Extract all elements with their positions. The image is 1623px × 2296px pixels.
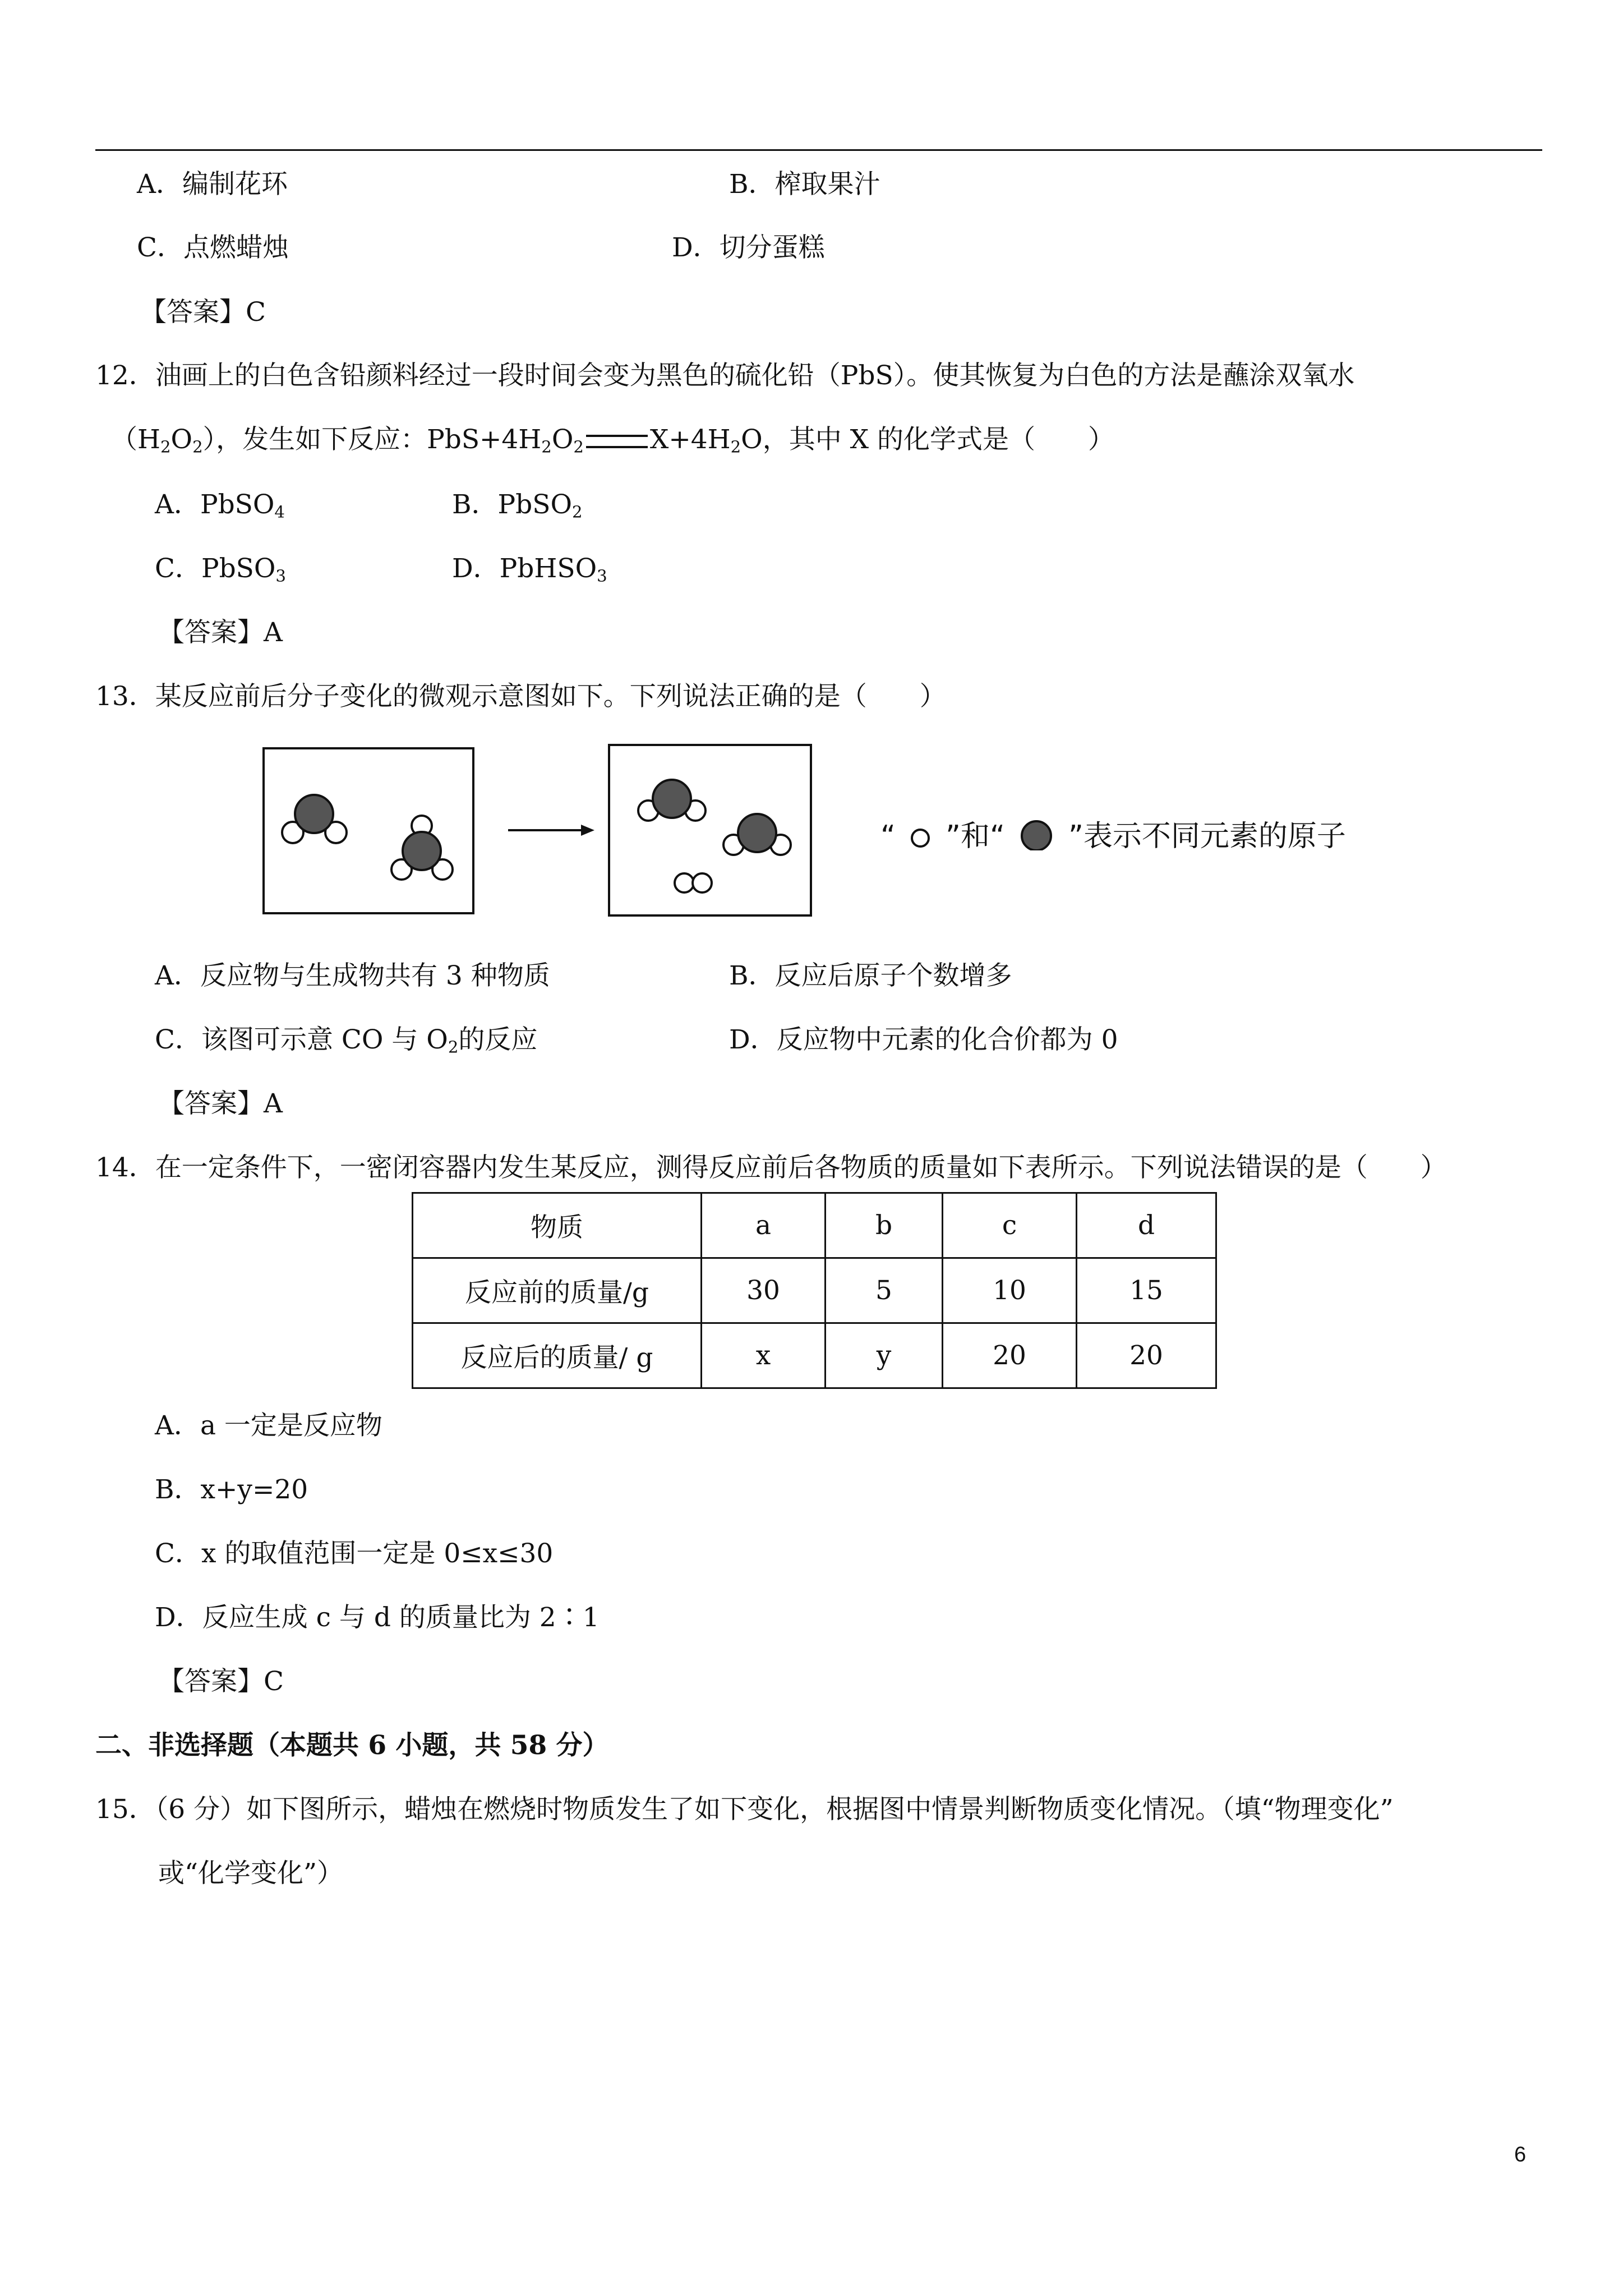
product-molecule-2 [723,814,791,855]
product-molecule-3 [675,873,712,892]
equal-sign-icon [586,435,648,448]
q11-answer: 【答案】C [140,297,266,328]
product-molecule-1 [638,780,706,821]
table-row [413,1258,1216,1323]
white-atom-icon [905,823,936,848]
page-number: 6 [1514,2143,1527,2166]
table-cell: 30 [702,1258,826,1323]
q11-option-c: C．点燃蜡烛 [137,232,289,263]
q14-option-d: D．反应生成 c 与 d 的质量比为 2∶1 [155,1602,600,1633]
q13-answer: 【答案】A [158,1088,283,1119]
table-cell: 反应后的质量/ g [413,1323,702,1388]
q12-option-a: A．PbSO$_4$ [155,489,285,522]
q13-legend: “ ”和“ ”表示不同元素的原子 [880,820,1346,853]
q14-option-a: A．a 一定是反应物 [155,1410,382,1441]
header-rule [95,149,1542,151]
q15-stem-line2: 或“化学变化”） [158,1858,344,1889]
table-cell: 15 [1077,1258,1216,1323]
q13-stem: 13．某反应前后分子变化的微观示意图如下。下列说法正确的是（ ） [95,681,946,712]
table-cell: 5 [826,1258,943,1323]
q14-answer: 【答案】C [158,1666,284,1697]
table-cell: 反应前的质量/g [413,1258,702,1323]
q12-option-b: B．PbSO$_2$ [452,489,583,522]
table-cell: c [943,1193,1077,1258]
q13-option-a: A．反应物与生成物共有 3 种物质 [155,960,550,991]
table-cell: a [702,1193,826,1258]
table-row [413,1323,1216,1388]
table-cell: 10 [943,1258,1077,1323]
table-cell: b [826,1193,943,1258]
q11-option-a: A．编制花环 [137,169,288,200]
q15-stem-line1: 15．（6 分）如下图所示，蜡烛在燃烧时物质发生了如下变化，根据图中情景判断物质变化情况。（填“物理变化” [95,1794,1394,1825]
q13-option-c: C．该图可示意 CO 与 $O_2$的反应 [155,1024,538,1057]
q12-stem-line1: 12．油画上的白色含铅颜料经过一段时间会变为黑色的硫化铅（PbS）。使其恢复为白色的方法是蘸涂双氧水 [95,360,1355,391]
q14-option-c: C．x 的取值范围一定是 0≤x≤30 [155,1538,554,1569]
q12-option-c: C．PbSO$_3$ [155,553,286,586]
reaction-diagram [258,740,875,920]
mass-table [412,1192,1217,1389]
table-cell: x [702,1323,826,1388]
table-cell: 20 [1077,1323,1216,1388]
reactant-molecule-1 [282,795,347,843]
table-cell: y [826,1323,943,1388]
table-cell: 物质 [413,1193,702,1258]
q13-option-d: D．反应物中元素的化合价都为 0 [729,1024,1118,1055]
q12-answer: 【答案】A [158,617,283,648]
reactant-molecule-2 [391,816,453,880]
dark-atom-icon [1014,819,1059,850]
q12-option-d: D．PbHSO$_3$ [452,553,607,586]
q14-option-b: B．x+y=20 [155,1474,308,1505]
q13-option-b: B．反应后原子个数增多 [729,960,1012,991]
table-cell: 20 [943,1323,1077,1388]
q12-stem-line2: $(H_2O_2)$，发生如下反应：$PbS+4H_2O_2$ $X+4H_2O$，其中 X 的化学式是（ ） [111,424,1115,457]
table-cell: d [1077,1193,1216,1258]
q11-option-d: D．切分蛋糕 [672,232,825,263]
table-header-row [413,1193,1216,1258]
reaction-arrow-icon [508,825,594,836]
q14-stem: 14．在一定条件下，一密闭容器内发生某反应，测得反应前后各物质的质量如下表所示。下列说法错误的是（ ） [95,1152,1447,1183]
q11-option-b: B．榨取果汁 [729,169,880,200]
section-title: 二、非选择题（本题共 6 小题，共 58 分） [95,1730,609,1761]
